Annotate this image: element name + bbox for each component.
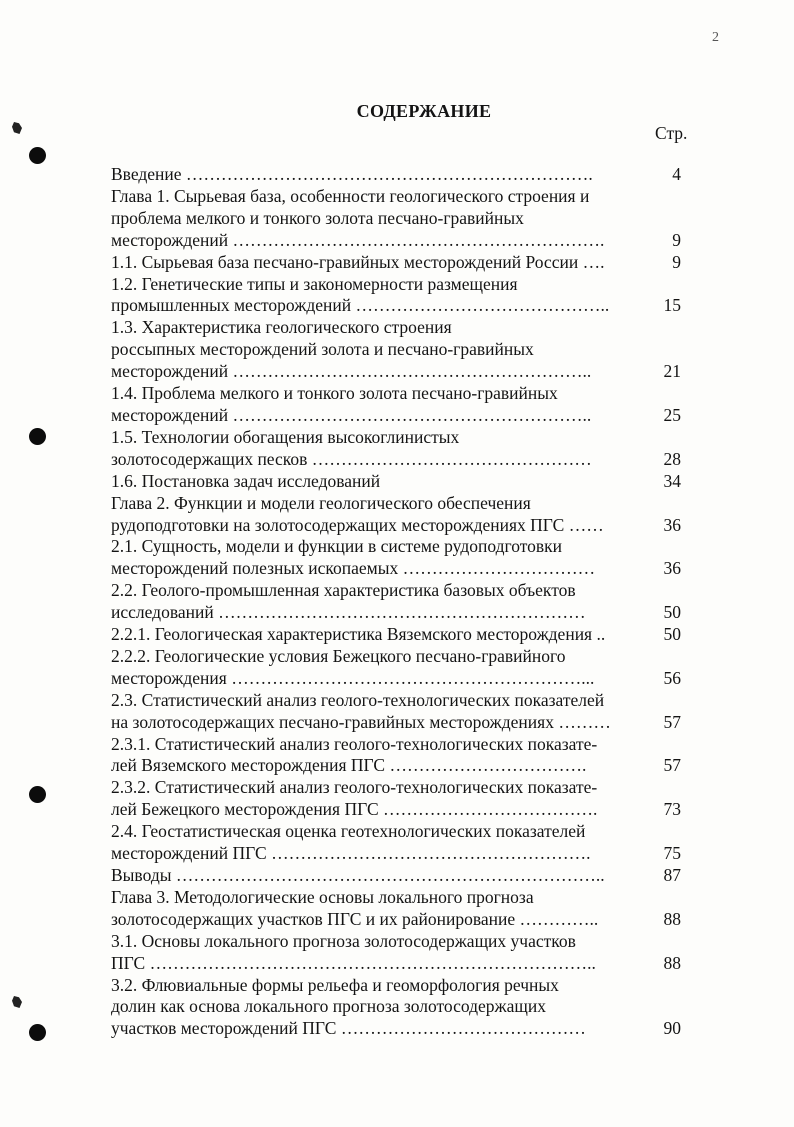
toc-entry: [111, 865, 681, 887]
toc-entry-page: 87: [663, 865, 681, 885]
toc-entry-text-line: 2.3.2. Статистический анализ геолого-технологических показате-: [111, 777, 598, 798]
toc-entry: [111, 690, 681, 734]
toc-entry-page: 73: [663, 799, 681, 820]
toc-entry-text-line: 1.3. Характеристика геологического строения: [111, 317, 452, 338]
toc-entry-page: 21: [663, 361, 681, 382]
punch-hole: [29, 1024, 46, 1041]
toc-entry-page: 88: [663, 952, 681, 973]
toc-entry-text-line: золотосодержащих участков ПГС и их районирование …………..: [111, 908, 599, 929]
toc-entry: [111, 471, 681, 493]
toc-entry: [111, 274, 681, 318]
toc-entry-page: 56: [663, 667, 681, 688]
toc-entry-text-line: 2.3.1. Статистический анализ геолого-технологических показате-: [111, 733, 598, 754]
toc-entry-text-line: месторождений полезных ископаемых ……………………………: [111, 558, 596, 579]
toc-entry-text-line: рудоподготовки на золотосодержащих месторождениях ПГС ……: [111, 514, 604, 535]
toc-entry: [111, 624, 681, 646]
toc-entry-page: 9: [672, 251, 681, 272]
table-of-contents: [111, 164, 681, 1040]
toc-entry-page: 57: [663, 755, 681, 776]
toc-entry: [111, 777, 681, 821]
toc-entry-text-line: месторождений ПГС ……………………………………………….: [111, 843, 591, 864]
toc-entry-text-line: 2.3. Статистический анализ геолого-технологических показателей: [111, 689, 605, 710]
toc-entry-page: 57: [663, 711, 681, 732]
toc-entry-page: 28: [663, 448, 681, 469]
toc-entry-text-line: россыпных месторождений золота и песчано-гравийных: [111, 339, 534, 360]
toc-entry: [111, 821, 681, 865]
toc-entry-text-line: Глава 2. Функции и модели геологического обеспечения: [111, 492, 531, 513]
scan-speck: [12, 122, 22, 134]
page-number: 2: [712, 30, 719, 45]
page-title: СОДЕРЖАНИЕ: [356, 101, 492, 121]
toc-entry: [111, 887, 681, 931]
toc-entry-text-line: 2.2.1. Геологическая характеристика Вяземского месторождения ..: [111, 624, 606, 645]
toc-entry-text-line: 3.1. Основы локального прогноза золотосодержащих участков: [111, 930, 576, 951]
toc-entry-page: 9: [672, 229, 681, 250]
toc-entry-page: 25: [663, 404, 681, 425]
toc-entry: [111, 493, 681, 537]
toc-entry: [111, 931, 681, 975]
toc-entry-text-line: месторождений ……………………………………………………..: [111, 404, 592, 425]
toc-entry-text-line: 1.1. Сырьевая база песчано-гравийных месторождений России ….: [111, 251, 605, 272]
toc-entry-text-line: лей Бежецкого месторождения ПГС ……………………………….: [111, 799, 598, 820]
toc-entry-text-line: проблема мелкого и тонкого золота песчано-гравийных: [111, 207, 524, 228]
toc-entry-page: 4: [672, 164, 681, 184]
toc-entry: [111, 975, 681, 1041]
toc-entry-text-line: 2.2. Геолого-промышленная характеристика базовых объектов: [111, 580, 576, 601]
toc-entry: [111, 186, 681, 252]
toc-entry-text-line: 2.4. Геостатистическая оценка геотехнологических показателей: [111, 821, 586, 842]
toc-entry-text-line: исследований ………………………………………………………: [111, 602, 586, 623]
toc-entry: [111, 734, 681, 778]
toc-entry-page: 50: [663, 602, 681, 623]
toc-entry-text-line: Выводы ………………………………………………………………..: [111, 865, 605, 885]
punch-hole: [29, 428, 46, 445]
toc-entry-text-line: 2.2.2. Геологические условия Бежецкого песчано-гравийного: [111, 645, 566, 666]
toc-entry-text-line: промышленных месторождений ……………………………………..: [111, 295, 610, 316]
toc-entry: [111, 317, 681, 383]
toc-entry: [111, 427, 681, 471]
toc-entry: [111, 580, 681, 624]
toc-entry-text-line: 1.5. Технологии обогащения высокоглинистых: [111, 426, 460, 447]
toc-entry-text-line: месторождений ……………………………………………………..: [111, 361, 592, 382]
punch-hole: [29, 786, 46, 803]
toc-entry-text-line: 1.2. Генетические типы и закономерности размещения: [111, 273, 518, 294]
toc-entry: [111, 646, 681, 690]
toc-entry-text-line: 1.4. Проблема мелкого и тонкого золота песчано-гравийных: [111, 383, 558, 404]
toc-entry-text-line: 2.1. Сущность, модели и функции в системе рудоподготовки: [111, 536, 563, 557]
toc-entry: [111, 164, 681, 186]
toc-entry-page: 75: [663, 843, 681, 864]
toc-entry-text-line: долин как основа локального прогноза золотосодержащих: [111, 996, 547, 1017]
toc-entry-text-line: золотосодержащих песков …………………………………………: [111, 448, 592, 469]
toc-entry-text-line: участков месторождений ПГС ……………………………………: [111, 1018, 586, 1039]
toc-entry-text-line: ПГС …………………………………………………………………..: [111, 952, 596, 973]
toc-entry-text-line: 1.6. Постановка задач исследований: [111, 470, 381, 491]
toc-entry-page: 90: [663, 1018, 681, 1039]
toc-entry-page: 36: [663, 558, 681, 579]
toc-entry-text-line: месторождений ……………………………………………………….: [111, 229, 605, 250]
toc-entry-page: 15: [663, 295, 681, 316]
toc-entry: [111, 383, 681, 427]
page-column-label: Стр.: [655, 123, 688, 143]
toc-entry-text-line: на золотосодержащих песчано-гравийных месторождениях ………: [111, 711, 611, 732]
toc-entry-text-line: Введение …………………………………………………………….: [111, 164, 593, 184]
punch-hole: [29, 147, 46, 164]
toc-entry-page: 88: [663, 908, 681, 929]
toc-entry-text-line: Глава 3. Методологические основы локального прогноза: [111, 886, 534, 907]
toc-entry-page: 34: [663, 470, 681, 491]
toc-entry-page: 36: [663, 514, 681, 535]
toc-entry-text-line: 3.2. Флювиальные формы рельефа и геоморфология речных: [111, 974, 559, 995]
toc-entry-page: 50: [663, 624, 681, 645]
toc-entry-text-line: Глава 1. Сырьевая база, особенности геологического строения и: [111, 185, 590, 206]
toc-entry: [111, 536, 681, 580]
toc-entry-text-line: лей Вяземского месторождения ПГС …………………………….: [111, 755, 587, 776]
toc-entry: [111, 252, 681, 274]
scan-speck: [12, 996, 22, 1008]
toc-entry-text-line: месторождения ……………………………………………………...: [111, 667, 595, 688]
